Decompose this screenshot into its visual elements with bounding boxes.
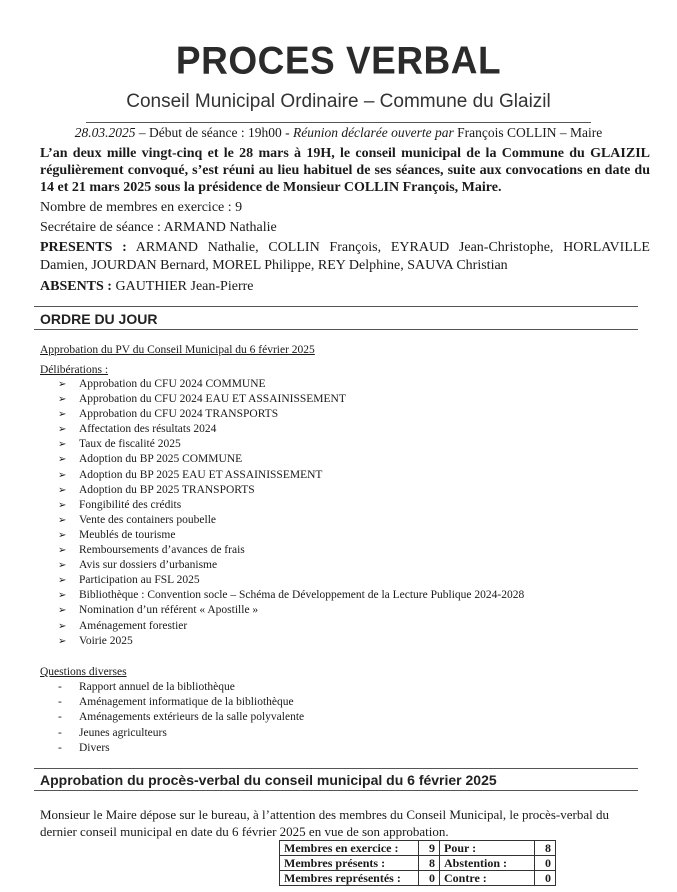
deliberation-item <box>58 573 524 588</box>
deliberation-text: Adoption du BP 2025 COMMUNE <box>79 453 243 466</box>
vote-value-2: 0 <box>535 871 556 886</box>
deliberation-text: Vente des containers poubelle <box>79 513 216 526</box>
document-subtitle: Conseil Municipal Ordinaire – Commune du Glaizil <box>126 91 551 112</box>
deliberation-text: Remboursements d’avances de frais <box>79 544 245 557</box>
subtitle-rule <box>86 122 591 123</box>
vote-label-2: Contre : <box>440 871 535 886</box>
question-text: Jeunes agriculteurs <box>79 726 167 739</box>
deliberation-text: Approbation du CFU 2024 TRANSPORTS <box>79 408 279 421</box>
vote-value-2: 8 <box>535 841 556 856</box>
arrow-bullet-icon: ➢ <box>58 439 67 451</box>
arrow-bullet-icon: ➢ <box>58 379 67 390</box>
deliberation-item <box>58 392 524 407</box>
meeting-opened-label: Réunion déclarée ouverte par <box>292 125 454 140</box>
deliberation-item <box>58 468 524 483</box>
question-item <box>58 741 304 756</box>
votes-row <box>280 856 556 871</box>
arrow-bullet-icon: ➢ <box>58 635 67 647</box>
presents-names: ARMAND Nathalie, COLLIN François, EYRAUD Jean-Christophe, HORLAVILLE Damien, JOURDAN Bernard, MOREL Philippe, REY Delphine, SAUVA Christian <box>40 240 650 273</box>
dash-bullet: - <box>58 696 62 709</box>
vote-label: Membres présents : <box>280 856 419 871</box>
votes-row <box>280 871 556 886</box>
deliberation-item <box>58 558 524 573</box>
deliberation-item <box>58 588 524 603</box>
arrow-bullet-icon: ➢ <box>58 575 67 587</box>
deliberations-label: Délibérations : <box>40 364 109 376</box>
vote-value: 9 <box>419 841 440 856</box>
deliberation-text: Participation au FSL 2025 <box>79 574 200 587</box>
deliberation-text: Adoption du BP 2025 EAU ET ASSAINISSEMENT <box>79 468 323 481</box>
agenda-top-rule <box>34 306 638 307</box>
votes-table <box>279 840 556 886</box>
absents-line <box>40 279 253 295</box>
arrow-bullet-icon: ➢ <box>58 545 67 557</box>
deliberation-text: Voirie 2025 <box>79 634 133 647</box>
deliberation-text: Aménagement forestier <box>79 619 188 632</box>
arrow-bullet-icon: ➢ <box>58 424 67 436</box>
deliberation-item <box>58 543 524 558</box>
meeting-start: – Début de séance : 19h00 - <box>135 125 293 140</box>
question-item <box>58 680 304 695</box>
deliberation-item <box>58 437 524 452</box>
deliberation-item <box>58 528 524 543</box>
deliberation-item <box>58 619 524 634</box>
secretary-line: Secrétaire de séance : ARMAND Nathalie <box>40 220 277 235</box>
agenda-pv-item: Approbation du PV du Conseil Municipal du 6 février 2025 <box>40 344 315 356</box>
questions-list <box>58 680 304 756</box>
dash-bullet: - <box>58 681 62 693</box>
section2-paragraph: Monsieur le Maire dépose sur le bureau, à l’attention des membres du Conseil Municipal, le procès-verbal du dernier conseil municipal en date du 6 février 2025 en vue de son approbation. <box>40 807 609 839</box>
arrow-bullet-icon: ➢ <box>58 514 67 526</box>
deliberations-list <box>58 377 524 649</box>
arrow-bullet-icon: ➢ <box>58 605 67 617</box>
presents-paragraph <box>40 239 650 275</box>
document-title: PROCES VERBAL <box>175 38 502 82</box>
question-text: Rapport annuel de la bibliothèque <box>79 681 235 693</box>
arrow-bullet-icon: ➢ <box>58 484 67 496</box>
section2-heading: Approbation du procès-verbal du conseil municipal du 6 février 2025 <box>40 772 497 788</box>
meeting-intro: L’an deux mille vingt-cinq et le 28 mars à 19H, le conseil municipal de la Commune du GLAIZIL régulièrement convoqué, s’est réuni au lieu habituel de ses séances, suite aux convocations en date du 14 et 21 mars 2025 sous la présidence de Monsieur COLLIN François, Maire. <box>40 146 650 195</box>
vote-label-2: Pour : <box>440 841 535 856</box>
arrow-bullet-icon: ➢ <box>58 529 67 541</box>
arrow-bullet-icon: ➢ <box>58 620 67 632</box>
dash-bullet: - <box>58 726 62 739</box>
deliberation-text: Meublés de tourisme <box>79 528 176 541</box>
question-item <box>58 695 304 710</box>
votes-row <box>280 841 556 856</box>
agenda-heading: ORDRE DU JOUR <box>40 311 158 327</box>
deliberation-item <box>58 422 524 437</box>
deliberation-text: Approbation du CFU 2024 COMMUNE <box>79 378 266 390</box>
question-item <box>58 710 304 725</box>
questions-label: Questions diverses <box>40 666 127 678</box>
vote-value: 8 <box>419 856 440 871</box>
absents-label: ABSENTS : <box>40 279 112 294</box>
arrow-bullet-icon: ➢ <box>58 454 67 466</box>
meeting-opened-by: François COLLIN – Maire <box>453 125 603 140</box>
deliberation-text: Approbation du CFU 2024 EAU ET ASSAINISSEMENT <box>79 393 346 406</box>
vote-label: Membres en exercice : <box>280 841 419 856</box>
dash-bullet: - <box>58 711 62 724</box>
presents-label: PRESENTS : <box>40 240 127 255</box>
deliberation-item <box>58 603 524 618</box>
deliberation-item <box>58 377 524 392</box>
meeting-date: 28.03.2025 <box>74 125 136 140</box>
vote-value-2: 0 <box>535 856 556 871</box>
deliberation-item <box>58 407 524 422</box>
deliberation-item <box>58 498 524 513</box>
deliberation-text: Fongibilité des crédits <box>79 498 182 511</box>
section2-bottom-rule <box>34 790 638 791</box>
deliberation-text: Affectation des résultats 2024 <box>79 423 217 436</box>
deliberation-text: Bibliothèque : Convention socle – Schéma de Développement de la Lecture Publique 2024-2028 <box>79 589 525 602</box>
arrow-bullet-icon: ➢ <box>58 469 67 481</box>
deliberation-text: Avis sur dossiers d’urbanisme <box>79 559 218 572</box>
vote-value: 0 <box>419 871 440 886</box>
question-text: Aménagements extérieurs de la salle polyvalente <box>79 711 305 724</box>
deliberation-item <box>58 452 524 467</box>
vote-label: Membres représentés : <box>280 871 419 886</box>
deliberation-text: Taux de fiscalité 2025 <box>79 438 181 451</box>
deliberation-item <box>58 513 524 528</box>
question-item <box>58 726 304 741</box>
arrow-bullet-icon: ➢ <box>58 394 67 406</box>
dash-bullet: - <box>58 741 62 754</box>
deliberation-item <box>58 634 524 649</box>
deliberation-text: Adoption du BP 2025 TRANSPORTS <box>79 483 255 496</box>
vote-label-2: Abstention : <box>440 856 535 871</box>
question-text: Divers <box>79 741 110 754</box>
deliberation-item <box>58 483 524 498</box>
members-line: Nombre de membres en exercice : 9 <box>40 200 243 215</box>
agenda-bottom-rule <box>34 329 638 330</box>
section2-top-rule <box>34 768 638 769</box>
absents-names: GAUTHIER Jean-Pierre <box>111 279 254 294</box>
deliberation-text: Nomination d’un référent « Apostille » <box>79 604 259 617</box>
arrow-bullet-icon: ➢ <box>58 499 67 511</box>
meeting-meta-line <box>0 125 677 141</box>
arrow-bullet-icon: ➢ <box>58 409 67 421</box>
arrow-bullet-icon: ➢ <box>58 590 67 602</box>
question-text: Aménagement informatique de la bibliothèque <box>79 696 294 709</box>
arrow-bullet-icon: ➢ <box>58 560 67 572</box>
